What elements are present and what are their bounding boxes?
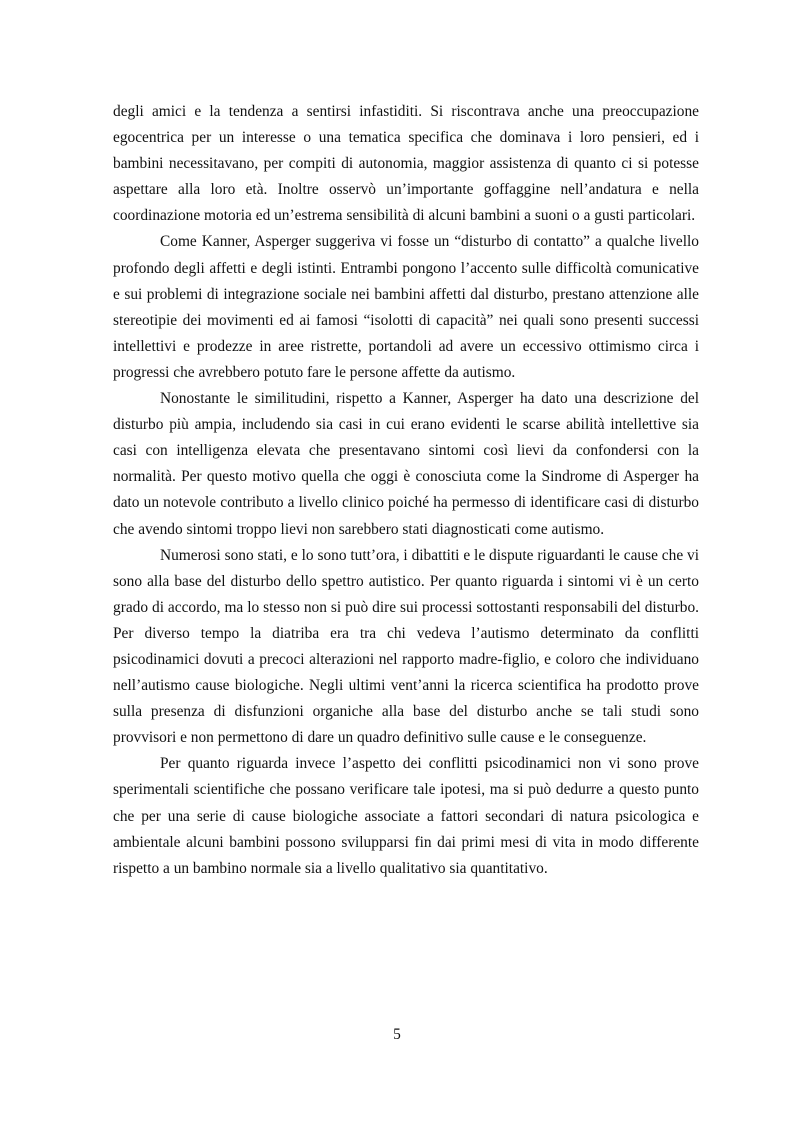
paragraph-dibattiti: Numerosi sono stati, e lo sono tutt’ora, i dibattiti e le dispute riguardanti le cause che vi sono alla base del disturbo dello spettro autistico. Per quanto riguarda i sintomi vi è un certo grado di accordo, ma lo stesso non si può dire sui processi sottostanti responsabili del disturbo. Per diverso tempo la diatriba era tra chi vedeva l’autismo determinato da conflitti psicodinamici dovuti a precoci alterazioni nel rapporto madre-figlio, e coloro che individuano nell’autismo cause biologiche. Negli ultimi vent’anni la ricerca scientifica ha prodotto prove sulla presenza di disfunzioni organiche alla base del disturbo anche se tali studi sono provvisori e non permettono di dare un quadro definitivo sulle cause e le conseguenze. — [113, 546, 699, 747]
paragraph-kanner-asperger: Come Kanner, Asperger suggeriva vi fosse un “disturbo di contatto” a qualche livello profondo degli affetti e degli istinti. Entrambi pongono l’accento sulle difficoltà comunicative e sui problemi di integrazione sociale nei bambini affetti dal disturbo, prestano attenzione alle stereotipie dei movimenti ed ai famosi “isolotti di capacità” nei quali sono presenti successi intellettivi e prodezze in aree ristrette, portandoli ad avere un eccessivo ottimismo circa i progressi che avrebbero potuto fare le persone affette da autismo. — [113, 233, 699, 381]
paragraph-continuation: degli amici e la tendenza a sentirsi infastiditi. Si riscontrava anche una preoccupazione egocentrica per un interesse o una tematica specifica che dominava i loro pensieri, ed i bambini necessitavano, per compiti di autonomia, maggior assistenza di quanto ci si potesse aspettare alla loro età. Inoltre osservò un’importante goffaggine nell’andatura e nella coordinazione motoria ed un’estrema sensibilità di alcuni bambini a suoni o a gusti particolari. — [113, 103, 699, 225]
paragraph-conflitti: Per quanto riguarda invece l’aspetto dei conflitti psicodinamici non vi sono prove sperimentali scientifiche che possano verificare tale ipotesi, ma si può dedurre a questo punto che per una serie di cause biologiche associate a fattori secondari di natura psicologica e ambientale alcuni bambini possono svilupparsi fin dai primi mesi di vita in modo differente rispetto a un bambino normale sia a livello qualitativo sia quantitativo. — [113, 755, 699, 877]
document-body — [113, 99, 699, 882]
page-number: 5 — [393, 1026, 401, 1043]
paragraph-similitudini: Nonostante le similitudini, rispetto a Kanner, Asperger ha dato una descrizione del disturbo più ampia, includendo sia casi in cui erano evidenti le scarse abilità intellettive sia casi con intelligenza elevata che presentavano sintomi così lievi da confondersi con la normalità. Per questo motivo quella che oggi è conosciuta come la Sindrome di Asperger ha dato un notevole contributo a livello clinico poiché ha permesso di identificare casi di disturbo che avendo sintomi troppo lievi non sarebbero stati diagnosticati come autismo. — [113, 390, 699, 538]
